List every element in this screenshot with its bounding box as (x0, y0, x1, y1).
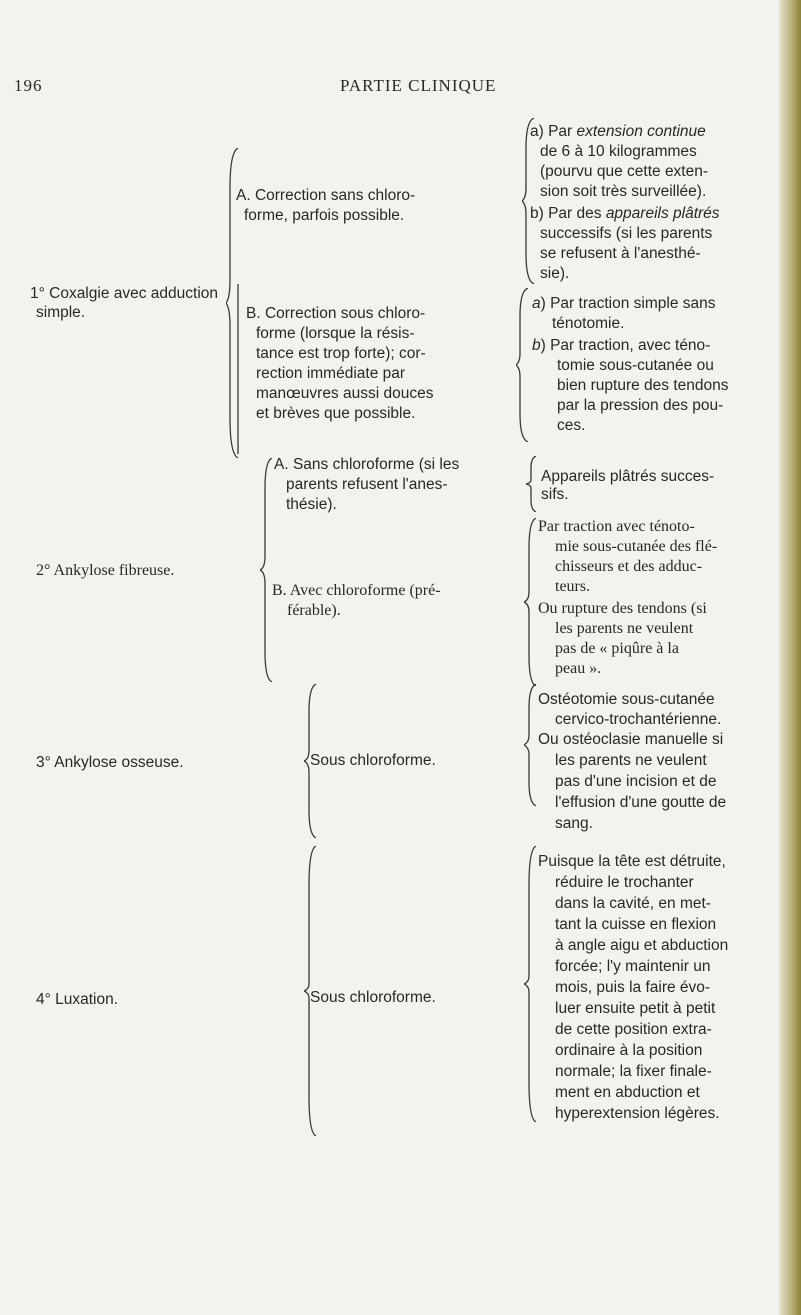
brace-section-2 (260, 458, 272, 682)
brace-group-1a (522, 118, 534, 284)
group-label-line: férable). (287, 602, 341, 619)
item-line: luer ensuite petit à petit (555, 1000, 716, 1017)
item-line: mois, puis la faire évo- (555, 979, 711, 996)
section-title: 2° Ankylose fibreuse. (36, 562, 175, 579)
group-label-line: B. Avec chloroforme (pré- (272, 582, 441, 599)
item-line: sang. (555, 815, 593, 832)
item-line: par la pression des pou- (557, 397, 724, 414)
item-line: pas d'une incision et de (555, 773, 717, 790)
item-line: ment en abduction et (555, 1084, 700, 1101)
group-label-line: forme, parfois possible. (244, 207, 405, 224)
group-label-line: forme (lorsque la résis- (256, 325, 415, 342)
group-label-line: rection immédiate par (256, 365, 406, 382)
item-line: sion soit très surveillée). (540, 183, 707, 200)
group-label-line: A. Correction sans chloro- (236, 187, 416, 204)
page-edge-shadow (779, 0, 801, 1315)
item-line: cervico-trochantérienne. (555, 711, 722, 728)
item-line: sifs. (541, 486, 569, 503)
item-line: de cette position extra- (555, 1021, 712, 1038)
page-number: 196 (14, 76, 43, 95)
group-label-line: tance est trop forte); cor- (256, 345, 426, 362)
group-label-line: parents refusent l'anes- (286, 476, 448, 493)
item-line: dans la cavité, en met- (555, 895, 711, 912)
item-line: se refusent à l'anesthé- (540, 245, 701, 262)
item-line: de 6 à 10 kilogrammes (540, 143, 697, 160)
item-line: b) Par des appareils plâtrés (530, 205, 720, 222)
item-line: forcée; l'y maintenir un (555, 958, 711, 975)
item-line: pas de « piqûre à la (555, 640, 679, 657)
item-line: Par traction avec ténoto- (538, 518, 695, 535)
item-line: teurs. (555, 578, 591, 595)
item-line: a) Par traction simple sans (532, 295, 716, 312)
item-line: (pourvu que cette exten- (540, 163, 709, 180)
group-label-line: B. Correction sous chloro- (246, 305, 426, 322)
brace-items-3 (524, 684, 536, 806)
item-line: à angle aigu et abduction (555, 937, 729, 954)
item-line: a) Par extension continue (530, 123, 706, 140)
brace-items-4 (524, 846, 536, 1122)
item-line: Ostéotomie sous-cutanée (538, 691, 715, 708)
item-line: b) Par traction, avec téno- (532, 337, 711, 354)
group-label-line: thésie). (286, 496, 337, 513)
item-line: Ou rupture des tendons (si (538, 600, 707, 617)
item-line: successifs (si les parents (540, 225, 713, 242)
item-line: Ou ostéoclasie manuelle si (538, 731, 724, 748)
item-line: l'effusion d'une goutte de (555, 794, 727, 811)
item-line: les parents ne veulent (555, 752, 707, 769)
brace-group-2a (526, 456, 538, 512)
group-label: Sous chloroforme. (310, 752, 436, 769)
group-label-line: manœuvres aussi douces (256, 385, 434, 402)
item-line: mie sous-cutanée des flé- (555, 538, 718, 555)
item-line: les parents ne veulent (555, 620, 694, 637)
item-line: peau ». (555, 660, 602, 677)
item-line: réduire le trochanter (555, 874, 694, 891)
section-title: 4° Luxation. (36, 991, 119, 1008)
section-title-line: 1° Coxalgie avec adduction (30, 285, 219, 302)
item-line: tomie sous-cutanée ou (557, 357, 714, 374)
item-line: bien rupture des tendons (557, 377, 729, 394)
item-line: normale; la fixer finale- (555, 1063, 712, 1080)
item-line: ténotomie. (552, 315, 625, 332)
item-line: Appareils plâtrés succes- (541, 468, 715, 485)
group-label-line: et brèves que possible. (256, 405, 416, 422)
item-line: chisseurs et des adduc- (555, 558, 703, 575)
item-line: ces. (557, 417, 586, 434)
section-title: 3° Ankylose osseuse. (36, 754, 184, 771)
brace-group-2b (524, 518, 536, 686)
item-line: ordinaire à la position (555, 1042, 703, 1059)
group-label: Sous chloroforme. (310, 989, 436, 1006)
brace-group-1b (516, 288, 528, 442)
item-line: hyperextension légères. (555, 1105, 720, 1122)
item-line: sie). (540, 265, 570, 282)
item-line: tant la cuisse en flexion (555, 916, 717, 933)
running-title: PARTIE CLINIQUE (340, 76, 497, 95)
section-title-line: simple. (36, 304, 86, 321)
group-label-line: A. Sans chloroforme (si les (274, 456, 460, 473)
item-line: Puisque la tête est détruite, (538, 853, 726, 870)
